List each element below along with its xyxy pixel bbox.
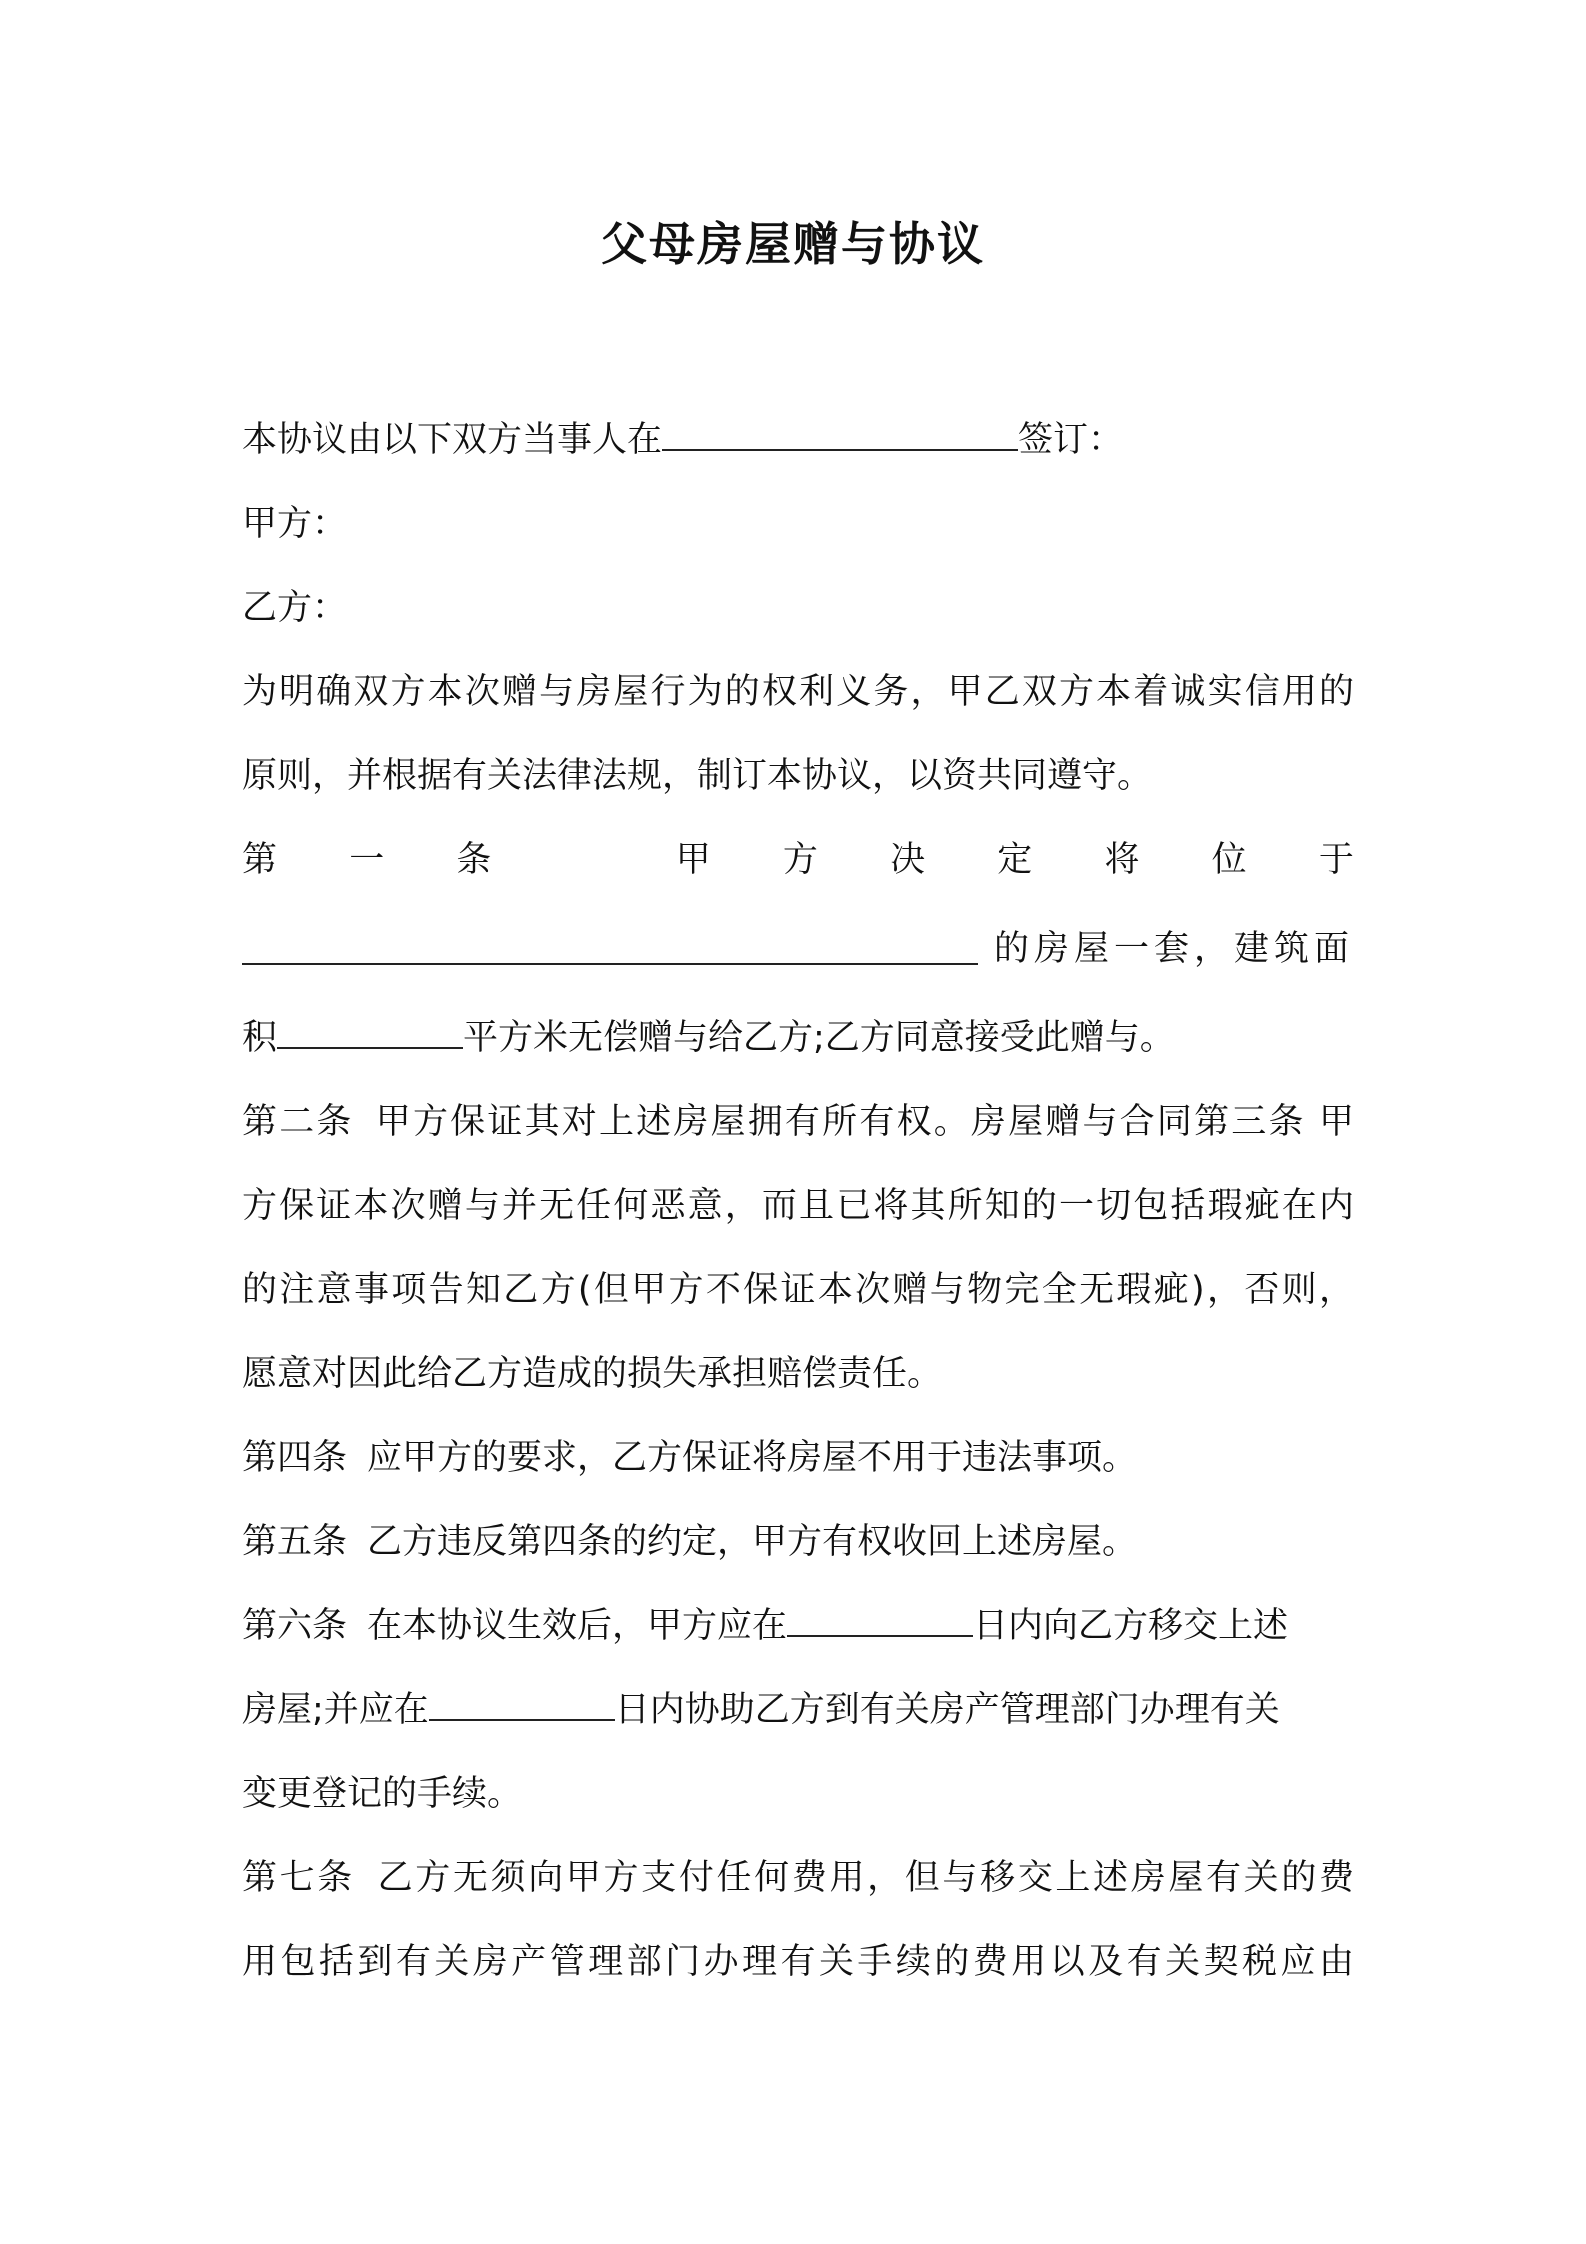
article-4-heading: 第四条 [242, 1438, 348, 1478]
article-6-line-3: 变更登记的手续。 [242, 1774, 523, 1814]
article-2-line-1 [242, 1080, 1354, 1164]
party-a-line [242, 482, 1354, 566]
article-1-gift-text: 平方米无偿赠与给乙方;乙方同意接受此赠与。 [463, 1018, 1175, 1058]
article-7-line-2: 用包括到有关房产管理部门办理有关手续的费用以及有关契税应由 [242, 1942, 1354, 1982]
article-1-char: 甲 [675, 840, 711, 880]
article-1-line-2 [242, 902, 1354, 996]
address-blank [242, 933, 978, 965]
article-2-heading: 第二条 [242, 1102, 354, 1142]
article-7-line-1 [242, 1836, 1354, 1920]
registration-days-blank [429, 1693, 615, 1721]
article-1-char: 方 [782, 840, 818, 880]
article-1-char: 一 [349, 840, 385, 880]
article-6-text-d: 日内协助乙方到有关房产管理部门办理有关 [614, 1690, 1280, 1730]
article-6-text-c: 房屋;并应在 [242, 1690, 429, 1730]
article-1-char: 决 [890, 840, 926, 880]
article-4-text: 应甲方的要求，乙方保证将房屋不用于违法事项。 [367, 1438, 1138, 1478]
article-1-line-1 [242, 818, 1354, 902]
party-b-line [242, 566, 1354, 650]
document-body [242, 398, 1354, 2004]
article-6-text-b: 日内向乙方移交上述 [973, 1606, 1289, 1646]
article-5-heading: 第五条 [242, 1522, 348, 1562]
article-1-char: 定 [997, 840, 1033, 880]
article-2-line-4: 愿意对因此给乙方造成的损失承担赔偿责任。 [242, 1354, 943, 1394]
preamble-line-2: 原则，并根据有关法律法规，制订本协议，以资共同遵守。 [242, 756, 1153, 796]
article-1-char: 将 [1104, 840, 1140, 880]
article-1-char: 位 [1211, 840, 1247, 880]
article-2-text: 甲方保证其对上述房屋拥有所有权。房屋赠与合同第三条 甲 [373, 1102, 1354, 1142]
article-6-text-a: 在本协议生效后，甲方应在 [367, 1606, 788, 1646]
article-1-house-text: 的房屋一套，建筑面 [993, 929, 1354, 969]
article-5-line [242, 1500, 1354, 1584]
intro-line [242, 398, 1354, 482]
document-title: 父母房屋赠与协议 [601, 217, 985, 271]
article-6-heading: 第六条 [242, 1606, 348, 1646]
article-5-text: 乙方违反第四条的约定，甲方有权收回上述房屋。 [367, 1522, 1138, 1562]
article-1-char: 条 [456, 840, 492, 880]
article-1-char: 第 [242, 840, 278, 880]
article-7-text: 乙方无须向甲方支付任何费用，但与移交上述房屋有关的费 [374, 1858, 1354, 1898]
party-a-label: 甲方： [242, 504, 348, 544]
preamble-line-1: 为明确双方本次赠与房屋行为的权利义务，甲乙双方本着诚实信用的 [242, 672, 1354, 712]
article-7-heading: 第七条 [242, 1858, 355, 1898]
article-2-line-3: 的注意事项告知乙方(但甲方不保证本次赠与物完全无瑕疵)，否则， [242, 1270, 1354, 1310]
location-blank [662, 423, 1018, 451]
article-1-area-label: 积 [242, 1018, 278, 1058]
article-6-line-2 [242, 1668, 1354, 1752]
handover-days-blank [787, 1609, 973, 1637]
article-1-char: 于 [1318, 840, 1354, 880]
intro-sign-text: 签订： [1018, 420, 1124, 460]
intro-text: 本协议由以下双方当事人在 [242, 420, 663, 460]
article-1-line-3 [242, 996, 1354, 1080]
article-4-line [242, 1416, 1354, 1500]
article-6-line-1 [242, 1584, 1354, 1668]
area-blank [277, 1021, 463, 1049]
party-b-label: 乙方： [242, 588, 348, 628]
article-2-line-2: 方保证本次赠与并无任何恶意，而且已将其所知的一切包括瑕疵在内 [242, 1186, 1354, 1226]
